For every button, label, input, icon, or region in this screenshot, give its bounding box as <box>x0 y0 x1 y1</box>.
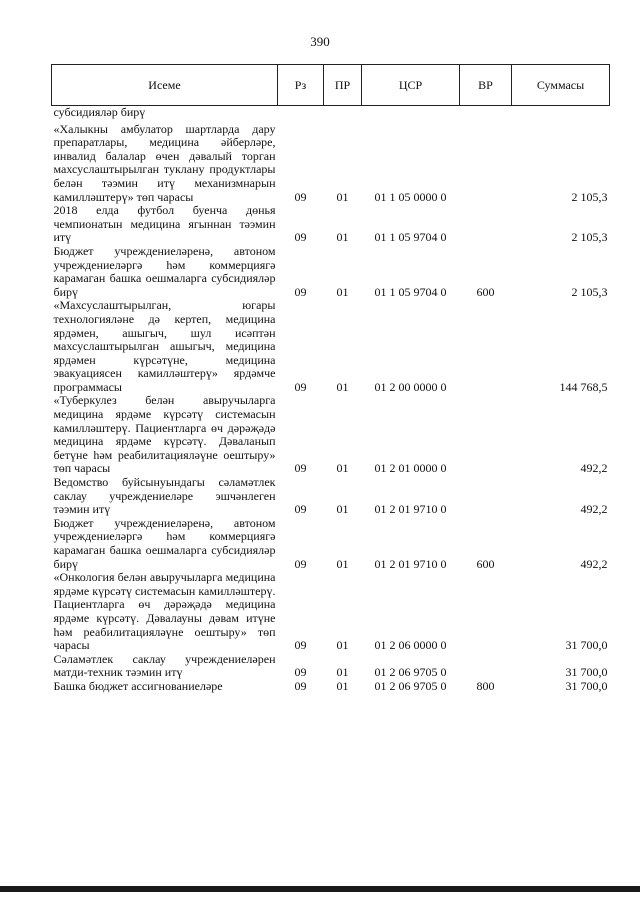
row-sum: 144 768,5 <box>559 379 608 394</box>
row-csr: 01 2 01 9710 0 <box>374 502 447 517</box>
table-row <box>52 245 610 299</box>
row-rz: 09 <box>294 461 307 476</box>
row-vr <box>460 204 512 245</box>
row-pr: 01 <box>336 461 349 476</box>
row-pr: 01 <box>336 230 349 245</box>
header-vr: ВР <box>460 65 512 106</box>
row-vr <box>460 476 512 517</box>
table-row <box>52 476 610 517</box>
scan-edge-bar <box>0 886 640 892</box>
header-sum: Суммасы <box>512 65 610 106</box>
row-name: Бюджет учреждениеләренә, автоном учреждениеләргә һәм коммерциягә карамаган башка оешмаларга субсидияләр бирү <box>53 515 276 571</box>
row-sum: 31 700,0 <box>565 678 608 693</box>
row-vr: 600 <box>476 556 495 571</box>
row-pr: 01 <box>336 678 349 693</box>
row-vr <box>460 106 512 123</box>
row-csr: 01 2 06 9705 0 <box>374 665 447 680</box>
row-vr <box>460 653 512 680</box>
row-csr: 01 2 00 0000 0 <box>374 379 447 394</box>
row-rz: 09 <box>294 230 307 245</box>
row-sum: 2 105,3 <box>571 284 608 299</box>
page-number: 390 <box>310 34 330 49</box>
row-rz: 09 <box>294 556 307 571</box>
row-csr: 01 2 06 0000 0 <box>374 638 447 653</box>
row-vr <box>460 394 512 476</box>
row-name: «Махсуслаштырылган, югары технологияләне дә кертеп, медицина ярдәмен, ашыгыч, шул исәптән махсуслаштырылган ашыгыч, медицина ярдәмен күрсәтүне, медицина эвакуациясен камилләштерү» ярдәмче программасы <box>53 298 276 394</box>
row-pr: 01 <box>336 379 349 394</box>
row-rz <box>278 106 324 123</box>
row-rz: 09 <box>294 284 307 299</box>
table-row <box>52 571 610 653</box>
row-sum: 492,2 <box>580 556 608 571</box>
row-rz: 09 <box>294 665 307 680</box>
header-name: Исеме <box>52 65 278 106</box>
row-vr <box>460 571 512 653</box>
row-vr: 800 <box>476 678 495 693</box>
row-name: Бюджет учреждениеләренә, автоном учреждениеләргә һәм коммерциягә карамаган башка оешмаларга субсидияләр бирү <box>53 243 276 299</box>
row-rz: 09 <box>294 678 307 693</box>
row-sum <box>512 106 610 123</box>
row-rz: 09 <box>294 502 307 517</box>
row-csr <box>362 106 460 123</box>
row-name: Башка бюджет ассигнованиеләре <box>53 678 223 693</box>
row-csr: 01 2 01 0000 0 <box>374 461 447 476</box>
row-pr <box>324 106 362 123</box>
row-sum: 31 700,0 <box>565 665 608 680</box>
row-sum: 2 105,3 <box>571 230 608 245</box>
table-row <box>52 123 610 205</box>
table-row <box>52 204 610 245</box>
row-pr: 01 <box>336 665 349 680</box>
table-row <box>52 299 610 394</box>
table-row <box>52 680 610 694</box>
row-name: субсидияләр бирү <box>53 105 146 119</box>
row-pr: 01 <box>336 189 349 204</box>
row-sum: 492,2 <box>580 461 608 476</box>
row-csr: 01 1 05 9704 0 <box>374 284 447 299</box>
row-vr <box>460 123 512 205</box>
row-vr: 600 <box>476 284 495 299</box>
row-sum: 2 105,3 <box>571 189 608 204</box>
row-sum: 492,2 <box>580 502 608 517</box>
row-csr: 01 2 06 9705 0 <box>374 678 447 693</box>
row-csr: 01 1 05 9704 0 <box>374 230 447 245</box>
row-csr: 01 1 05 0000 0 <box>374 189 447 204</box>
row-name: «Халыкны амбулатор шартларда дару препаратлары, медицина әйберләре, инвалид балалар өчен дәвалый торган махсуслаштырылган туклану продуктлары белән тәэмин итү механизмнарын камилләштерү» төп чарасы <box>53 121 276 204</box>
row-pr: 01 <box>336 638 349 653</box>
row-name: Ведомство буйсынуындагы сәламәтлек саклау учреждениеләре эшчәнлеген тәэмин итү <box>53 475 276 517</box>
row-rz: 09 <box>294 379 307 394</box>
row-pr: 01 <box>336 556 349 571</box>
row-name: 2018 елда футбол буенча дөнья чемпионатын медицина ягыннан тәэмин итү <box>53 203 276 245</box>
row-pr: 01 <box>336 284 349 299</box>
header-csr: ЦСР <box>362 65 460 106</box>
row-vr <box>460 299 512 394</box>
row-name: «Туберкулез белән авыручыларга медицина ярдәме күрсәтү системасын камилләштерү. Пациентларга өч дәрәҗәдә медицина ярдәме күрсәтү. Дәваланып бетүне һәм реабилитацияләүне оештыру» төп чарасы <box>53 393 276 476</box>
table-row <box>52 653 610 680</box>
row-name: «Онкология белән авыручыларга медицина ярдәме күрсәтү системасын камилләштерү. Пациентларга өч дәрәҗәдә медицина ярдәме күрсәтү. Дәвалауны дәвам итүне һәм реабилитацияләүне оештыру» төп чарасы <box>53 570 276 653</box>
header-pr: ПР <box>324 65 362 106</box>
table-row <box>52 106 610 123</box>
row-csr: 01 2 01 9710 0 <box>374 556 447 571</box>
row-sum: 31 700,0 <box>565 638 608 653</box>
row-pr: 01 <box>336 502 349 517</box>
row-rz: 09 <box>294 189 307 204</box>
budget-table <box>51 64 610 694</box>
row-rz: 09 <box>294 638 307 653</box>
row-name: Сәламәтлек саклау учреждениеләрен матди-техник тәэмин итү <box>53 651 276 680</box>
header-rz: Рз <box>278 65 324 106</box>
table-row <box>52 517 610 571</box>
table-row <box>52 394 610 476</box>
table-header-row <box>52 65 610 106</box>
